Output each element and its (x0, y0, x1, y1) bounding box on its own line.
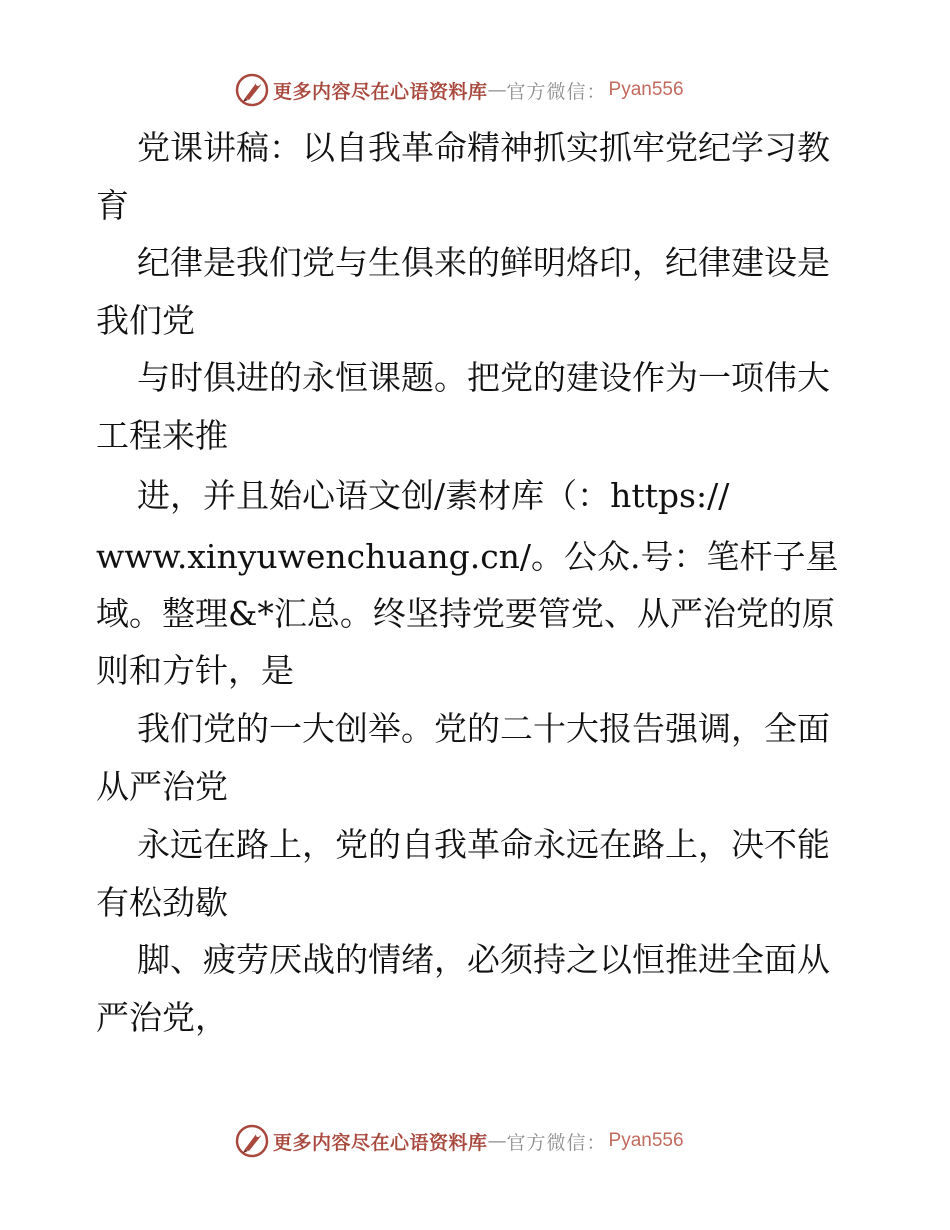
footer-banner (0, 1121, 950, 1161)
text-line: 有松劲歇 (96, 883, 228, 922)
text-line: 脚、疲劳厌战的情绪，必须持之以恒推进全面从 (137, 940, 830, 979)
text-line: 从严治党 (96, 767, 228, 806)
header-banner (0, 70, 950, 110)
text-line: 永远在路上，党的自我革命永远在路上，决不能 (137, 825, 830, 864)
text-line: 则和方针，是 (96, 651, 294, 690)
text-line: 严治党， (96, 998, 228, 1037)
text-line: 育 (96, 186, 129, 225)
text-line: 党课讲稿：以自我革命精神抓实抓牢党纪学习教 (137, 128, 830, 167)
text-line: www.xinyuwenchuang.cn/。公众.号：笔杆子星 (96, 537, 839, 576)
quill-pen-circle-icon (235, 73, 269, 107)
text-line: 我们党的一大创举。党的二十大报告强调，全面 (137, 709, 830, 748)
banner-separator: — (487, 1130, 507, 1152)
banner-content (235, 1123, 684, 1159)
text-line: 我们党 (96, 301, 195, 340)
banner-wechat-label: 官方微信： (506, 1131, 607, 1154)
banner-main-text: 更多内容尽在心语资料库 (273, 1131, 488, 1154)
text-line: 与时俱进的永恒课题。把党的建设作为一项伟大 (137, 358, 830, 397)
text-line: 纪律是我们党与生俱来的鲜明烙印，纪律建设是 (137, 243, 830, 282)
banner-separator: — (487, 79, 507, 101)
banner-wechat-label: 官方微信： (506, 80, 607, 103)
banner-wechat-id: Pyan556 (608, 79, 684, 100)
text-line: 工程来推 (96, 416, 228, 455)
banner-content (235, 72, 684, 108)
quill-pen-circle-icon (235, 1124, 269, 1158)
text-line: 域。整理&*汇总。终坚持党要管党、从严治党的原 (96, 594, 835, 633)
banner-main-text: 更多内容尽在心语资料库 (273, 80, 488, 103)
banner-wechat-id: Pyan556 (608, 1130, 684, 1151)
text-line: 进，并且始心语文创/素材库（：https:// (137, 476, 730, 515)
